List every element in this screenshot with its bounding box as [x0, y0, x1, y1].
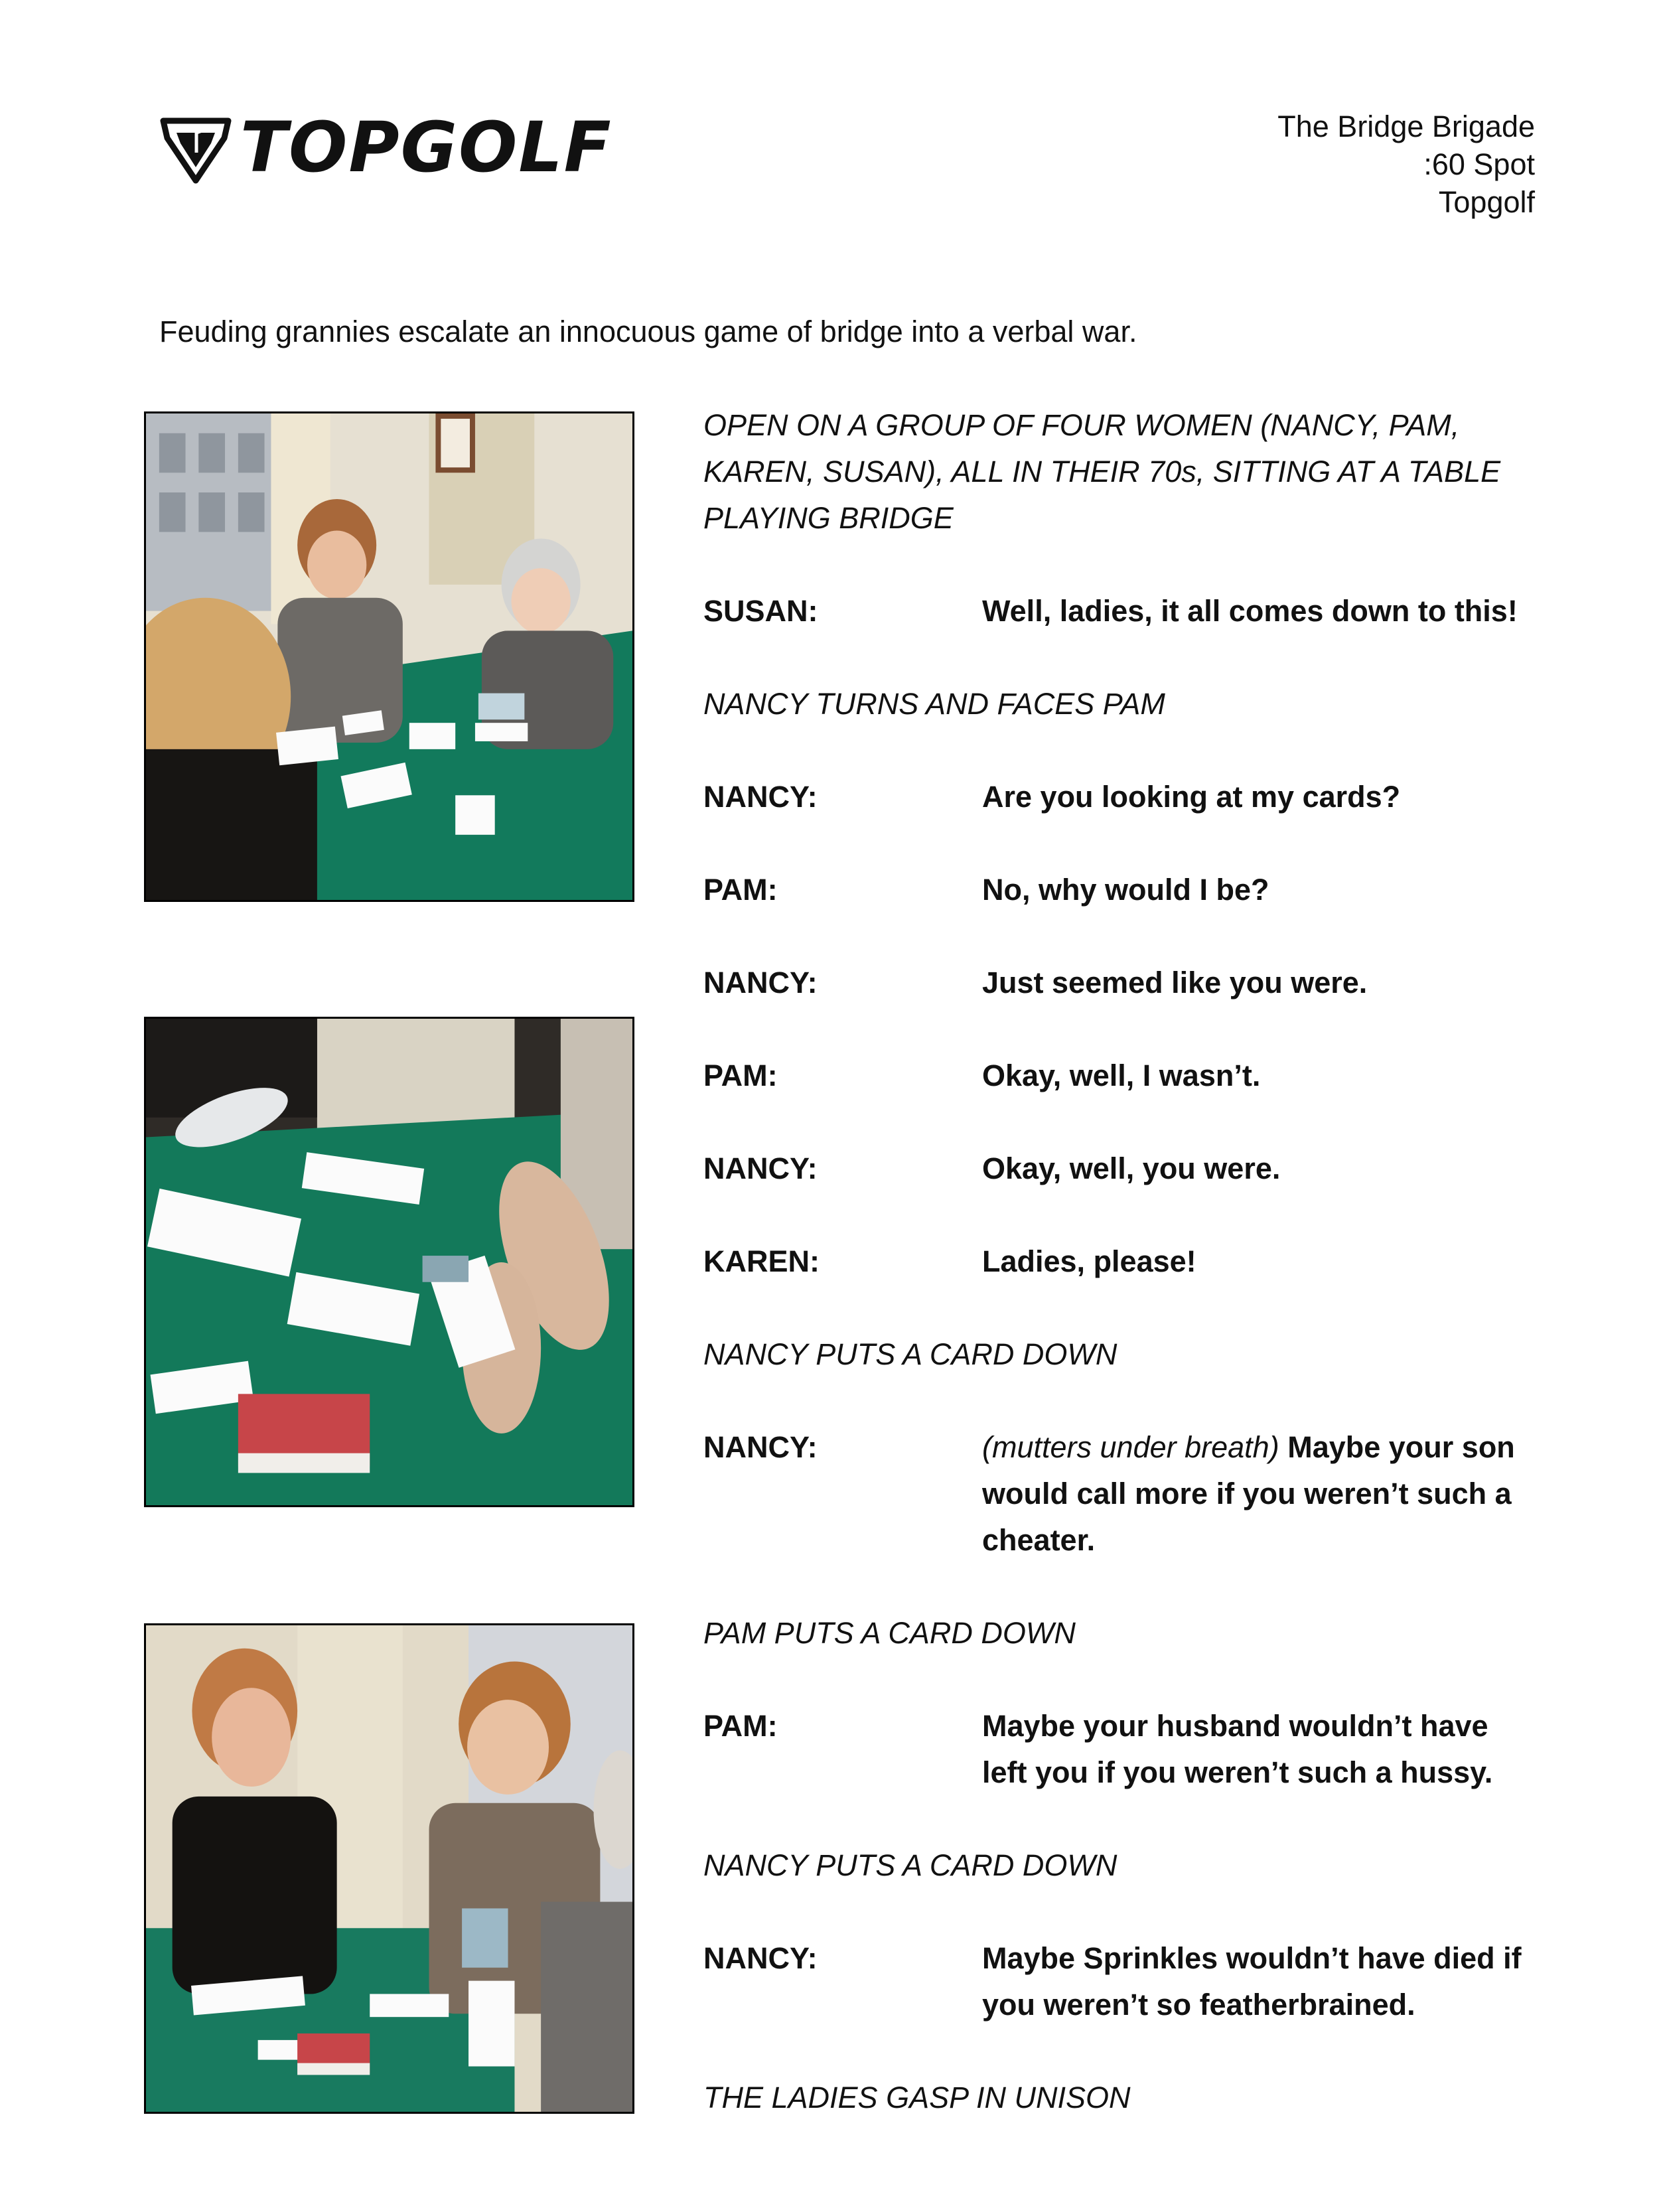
- dialogue-text: Ladies, please!: [982, 1244, 1196, 1278]
- stage-direction: OPEN ON A GROUP OF FOUR WOMEN (NANCY, PAM, KAREN, SUSAN), ALL IN THEIR 70s, SITTING AT A TABLE PLAYING BRIDGE: [703, 408, 1501, 535]
- dialogue-text: Okay, well, you were.: [982, 1151, 1281, 1185]
- stage-direction: NANCY PUTS A CARD DOWN: [703, 1848, 1118, 1882]
- dialogue-line: [703, 1424, 1540, 1564]
- dialogue-text: Are you looking at my cards?: [982, 780, 1401, 814]
- photo-hands-holding-cards-over-table: [144, 1017, 634, 1507]
- spot-info: [1277, 108, 1535, 221]
- stage-direction: NANCY PUTS A CARD DOWN: [703, 1337, 1118, 1371]
- parenthetical: (mutters under breath): [982, 1430, 1279, 1464]
- speaker-name: PAM:: [703, 1059, 778, 1092]
- speaker-name: NANCY:: [703, 1151, 818, 1185]
- stage-direction: THE LADIES GASP IN UNISON: [703, 2081, 1131, 2114]
- speaker-name: NANCY:: [703, 780, 818, 814]
- photo-four-women-playing-bridge: [144, 411, 634, 902]
- dialogue-text: Maybe Sprinkles wouldn’t have died if you weren’t so featherbrained.: [982, 1941, 1522, 2022]
- speaker-name: NANCY:: [703, 1941, 818, 1975]
- spot-title: The Bridge Brigade: [1277, 110, 1535, 143]
- script-body: [703, 402, 1540, 2168]
- speaker-name: SUSAN:: [703, 594, 818, 628]
- dialogue-line: [703, 960, 1540, 1006]
- stage-direction: PAM PUTS A CARD DOWN: [703, 1616, 1076, 1650]
- photo-women-placing-cards: [144, 1623, 634, 2114]
- dialogue-line: [703, 867, 1540, 913]
- dialogue-line: [703, 1935, 1540, 2028]
- speaker-name: NANCY:: [703, 1430, 818, 1464]
- topgolf-logo: [159, 107, 637, 188]
- topgolf-shield-icon: [159, 111, 232, 184]
- dialogue-text: No, why would I be?: [982, 873, 1269, 907]
- speaker-name: PAM:: [703, 873, 778, 907]
- logo-wordmark: TOPGOLF: [240, 107, 613, 188]
- dialogue-line: [703, 588, 1540, 634]
- dialogue-text: Maybe your husband wouldn’t have left you if you weren’t such a hussy.: [982, 1709, 1493, 1789]
- client-name: Topgolf: [1438, 185, 1535, 219]
- dialogue-line: [703, 774, 1540, 820]
- logline: Feuding grannies escalate an innocuous game of bridge into a verbal war.: [159, 315, 1137, 348]
- dialogue-text: Well, ladies, it all comes down to this!: [982, 594, 1518, 628]
- dialogue-line: [703, 1145, 1540, 1192]
- speaker-name: KAREN:: [703, 1244, 820, 1278]
- speaker-name: PAM:: [703, 1709, 778, 1743]
- dialogue-text: Okay, well, I wasn’t.: [982, 1059, 1261, 1092]
- dialogue-words: Maybe your son would call more if you weren’t such a cheater.: [982, 1430, 1515, 1557]
- dialogue-line: [703, 1053, 1540, 1099]
- speaker-name: NANCY:: [703, 966, 818, 999]
- dialogue-text: Just seemed like you were.: [982, 966, 1368, 999]
- dialogue-line: [703, 1238, 1540, 1285]
- dialogue-text: [982, 1424, 1540, 1564]
- spot-length: :60 Spot: [1423, 147, 1535, 181]
- stage-direction: NANCY TURNS AND FACES PAM: [703, 687, 1165, 721]
- dialogue-line: [703, 1703, 1540, 1796]
